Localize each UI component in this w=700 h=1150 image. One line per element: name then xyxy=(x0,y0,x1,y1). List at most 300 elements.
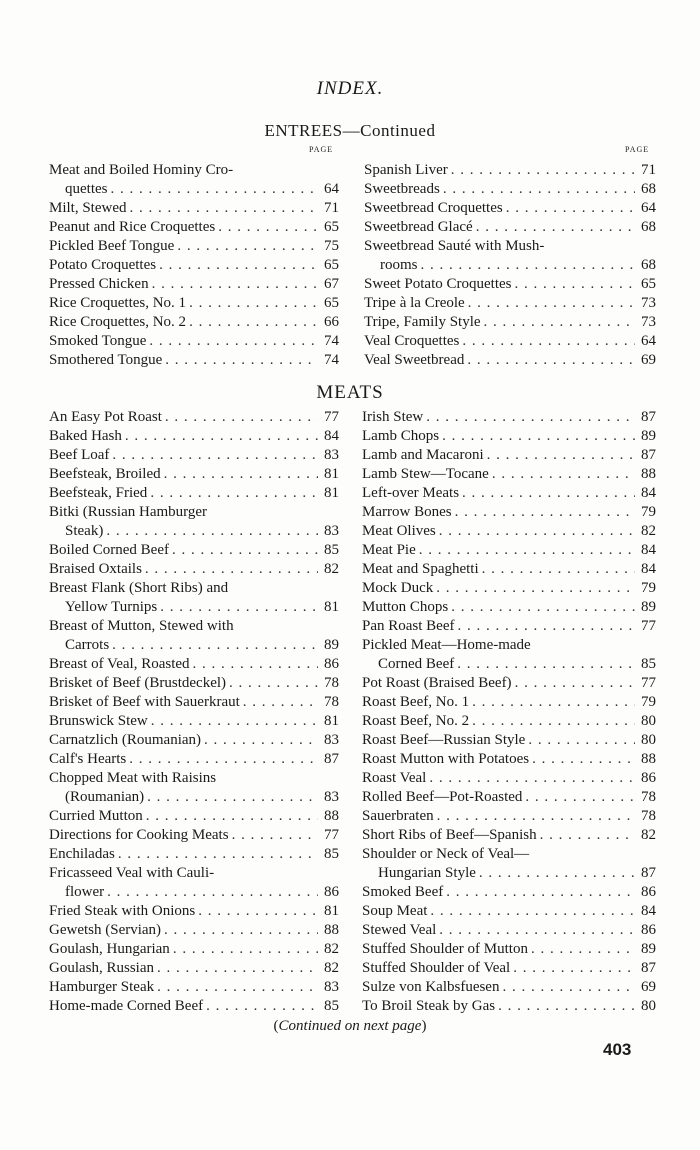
section-heading-meats: MEATS xyxy=(316,382,384,403)
dot-leader xyxy=(446,883,635,902)
entry-page-number: 68 xyxy=(641,181,656,197)
entry-page-number: 85 xyxy=(641,656,656,672)
dot-leader xyxy=(229,674,318,693)
dot-leader xyxy=(531,940,635,959)
entry-text: Rice Croquettes, No. 2 xyxy=(49,314,187,330)
entry-text: Stewed Veal xyxy=(362,922,437,938)
entry-page-number: 84 xyxy=(641,561,656,577)
dot-leader xyxy=(467,351,635,370)
entry-page-number: 71 xyxy=(641,162,656,178)
entry-text: Lamb Chops xyxy=(362,428,440,444)
dot-leader xyxy=(107,883,318,902)
dot-leader xyxy=(193,655,318,674)
entry-text: Stuffed Shoulder of Mutton xyxy=(362,941,528,957)
index-entry xyxy=(362,769,656,788)
dot-leader xyxy=(165,408,318,427)
entry-text: Irish Stew xyxy=(362,409,424,425)
index-entry xyxy=(364,199,656,218)
index-entry xyxy=(49,750,339,769)
index-entry xyxy=(49,902,339,921)
dot-leader xyxy=(442,427,635,446)
dot-leader xyxy=(528,731,635,750)
index-entry xyxy=(362,408,656,427)
entry-page-number: 64 xyxy=(324,181,339,197)
index-entry xyxy=(49,731,339,750)
dot-leader xyxy=(498,997,635,1016)
continued-close-paren: ) xyxy=(421,1018,427,1034)
entry-text: Veal Sweetbread xyxy=(364,352,465,368)
entry-text: An Easy Pot Roast xyxy=(49,409,162,425)
entry-page-number: 83 xyxy=(324,979,339,995)
entry-page-number: 65 xyxy=(324,219,339,235)
dot-leader xyxy=(421,256,636,275)
index-entry xyxy=(49,959,339,978)
entry-text: Sweetbreads xyxy=(364,181,440,197)
entry-text: Roast Beef—Russian Style xyxy=(362,732,526,748)
entry-text: Beefsteak, Fried xyxy=(49,485,148,501)
entry-text: Potato Croquettes xyxy=(49,257,157,273)
continued-note xyxy=(0,1018,700,1035)
entry-text: Rolled Beef—Pot-Roasted xyxy=(362,789,523,805)
entry-text: Pot Roast (Braised Beef) xyxy=(362,675,512,691)
entry-text: Soup Meat xyxy=(362,903,428,919)
index-entry xyxy=(362,503,656,522)
index-entry xyxy=(49,940,339,959)
entry-text: Veal Croquettes xyxy=(364,333,460,349)
index-entry xyxy=(49,199,339,218)
entry-text: Bitki (Russian Hamburger xyxy=(49,504,208,520)
index-entry xyxy=(362,883,656,902)
entry-page-number: 77 xyxy=(641,618,656,634)
dot-leader xyxy=(492,465,635,484)
dot-leader xyxy=(189,294,318,313)
index-entry xyxy=(49,313,339,332)
dot-leader xyxy=(457,655,635,674)
index-entry xyxy=(49,218,339,237)
entry-page-number: 85 xyxy=(324,542,339,558)
entry-page-number: 79 xyxy=(641,580,656,596)
index-entry xyxy=(362,693,656,712)
entry-text: Breast of Veal, Roasted xyxy=(49,656,190,672)
index-entry xyxy=(362,446,656,465)
dot-leader xyxy=(462,332,635,351)
index-entry xyxy=(49,275,339,294)
index-entry xyxy=(49,351,339,370)
dot-leader xyxy=(439,522,635,541)
entry-page-number: 87 xyxy=(641,960,656,976)
entry-page-number: 84 xyxy=(641,485,656,501)
index-entry xyxy=(362,750,656,769)
entry-text: Meat Olives xyxy=(362,523,436,539)
dot-leader xyxy=(130,199,319,218)
dot-leader xyxy=(189,313,318,332)
dot-leader xyxy=(514,275,635,294)
entry-text: Sweetbread Glacé xyxy=(364,219,473,235)
index-entry xyxy=(364,237,656,275)
entry-text: Meat and Boiled Hominy Cro- xyxy=(49,162,234,178)
entry-page-number: 89 xyxy=(641,941,656,957)
entry-text: Sweetbread Croquettes xyxy=(364,200,503,216)
dot-leader xyxy=(472,712,635,731)
dot-leader xyxy=(198,902,318,921)
index-entry xyxy=(49,921,339,940)
entry-page-number: 86 xyxy=(641,770,656,786)
entry-page-number: 82 xyxy=(324,960,339,976)
dot-leader xyxy=(482,560,635,579)
index-entry xyxy=(49,655,339,674)
dot-leader xyxy=(152,275,318,294)
dot-leader xyxy=(472,693,635,712)
dot-leader xyxy=(145,560,318,579)
index-entry xyxy=(362,959,656,978)
entry-text: Corned Beef xyxy=(378,656,455,672)
entry-page-number: 82 xyxy=(641,827,656,843)
entry-text: Beefsteak, Broiled xyxy=(49,466,161,482)
entry-text: Hamburger Steak xyxy=(49,979,155,995)
index-entry xyxy=(362,712,656,731)
entry-page-number: 77 xyxy=(324,827,339,843)
entry-text: Sulze von Kalbsfuesen xyxy=(362,979,500,995)
dot-leader xyxy=(218,218,318,237)
index-entry xyxy=(49,826,339,845)
dot-leader xyxy=(436,579,635,598)
index-entry xyxy=(362,731,656,750)
entry-page-number: 74 xyxy=(324,333,339,349)
dot-leader xyxy=(479,864,635,883)
entry-page-number: 80 xyxy=(641,732,656,748)
entry-text: Steak) xyxy=(65,523,104,539)
index-entry xyxy=(362,541,656,560)
index-entry xyxy=(362,465,656,484)
entry-page-number: 79 xyxy=(641,504,656,520)
entry-text: Goulash, Russian xyxy=(49,960,154,976)
dot-leader xyxy=(164,465,318,484)
index-entry xyxy=(364,313,656,332)
entry-text: Sweetbread Sauté with Mush- xyxy=(364,238,545,254)
entry-page-number: 67 xyxy=(324,276,339,292)
entry-page-number: 86 xyxy=(641,884,656,900)
entry-text: Tripe, Family Style xyxy=(364,314,481,330)
entry-page-number: 86 xyxy=(641,922,656,938)
entry-page-number: 88 xyxy=(641,751,656,767)
index-entry xyxy=(49,332,339,351)
entry-page-number: 78 xyxy=(641,808,656,824)
entry-page-number: 74 xyxy=(324,352,339,368)
entry-page-number: 73 xyxy=(641,295,656,311)
index-entry xyxy=(49,978,339,997)
index-entry xyxy=(364,180,656,199)
entry-text: Meat Pie xyxy=(362,542,416,558)
entry-text: Pan Roast Beef xyxy=(362,618,455,634)
entrees-left-column xyxy=(49,161,339,370)
entry-page-number: 82 xyxy=(324,561,339,577)
dot-leader xyxy=(112,446,318,465)
section-heading-entrees: ENTREES—Continued xyxy=(264,121,436,140)
dot-leader xyxy=(484,313,635,332)
index-entry xyxy=(49,465,339,484)
dot-leader xyxy=(157,959,318,978)
entry-page-number: 83 xyxy=(324,447,339,463)
dot-leader xyxy=(540,826,635,845)
continued-text: Continued on next page xyxy=(278,1018,422,1034)
entry-page-number: 84 xyxy=(324,428,339,444)
entry-text: quettes xyxy=(65,181,108,197)
meats-left-column xyxy=(49,408,339,1016)
index-entry xyxy=(362,617,656,636)
dot-leader xyxy=(118,845,318,864)
entry-text: Directions for Cooking Meats xyxy=(49,827,229,843)
entry-text: Hungarian Style xyxy=(378,865,476,881)
index-entry xyxy=(364,294,656,313)
index-entry xyxy=(49,161,339,199)
entry-page-number: 73 xyxy=(641,314,656,330)
index-entry xyxy=(362,636,656,674)
entry-text: Beef Loaf xyxy=(49,447,110,463)
dot-leader xyxy=(159,256,318,275)
index-entry xyxy=(49,769,339,807)
index-entry xyxy=(362,579,656,598)
dot-leader xyxy=(468,294,635,313)
entry-text: Goulash, Hungarian xyxy=(49,941,170,957)
index-entry xyxy=(49,427,339,446)
entry-text: Shoulder or Neck of Veal— xyxy=(362,846,530,862)
entry-text: Meat and Spaghetti xyxy=(362,561,479,577)
dot-leader xyxy=(476,218,635,237)
entry-page-number: 86 xyxy=(324,884,339,900)
dot-leader xyxy=(419,541,635,560)
entry-text: Short Ribs of Beef—Spanish xyxy=(362,827,537,843)
dot-leader xyxy=(125,427,318,446)
dot-leader xyxy=(439,921,635,940)
dot-leader xyxy=(437,807,635,826)
entry-text: Stuffed Shoulder of Veal xyxy=(362,960,511,976)
dot-leader xyxy=(451,598,635,617)
entry-page-number: 89 xyxy=(324,637,339,653)
dot-leader xyxy=(150,484,318,503)
entry-page-number: 87 xyxy=(641,865,656,881)
entry-text: Mutton Chops xyxy=(362,599,449,615)
entry-text: Spanish Liver xyxy=(364,162,448,178)
index-entry xyxy=(49,408,339,427)
dot-leader xyxy=(129,750,318,769)
entry-page-number: 88 xyxy=(641,466,656,482)
index-entry xyxy=(49,560,339,579)
entry-page-number: 85 xyxy=(324,998,339,1014)
entry-text: Milt, Stewed xyxy=(49,200,127,216)
dot-leader xyxy=(157,978,318,997)
index-entry xyxy=(49,997,339,1016)
entry-text: Chopped Meat with Raisins xyxy=(49,770,217,786)
entry-page-number: 69 xyxy=(641,979,656,995)
index-entry xyxy=(49,845,339,864)
index-entry xyxy=(362,598,656,617)
index-entry xyxy=(362,978,656,997)
dot-leader xyxy=(243,693,318,712)
index-entry xyxy=(49,484,339,503)
dot-leader xyxy=(146,807,318,826)
entry-page-number: 69 xyxy=(641,352,656,368)
entry-page-number: 78 xyxy=(324,694,339,710)
entry-page-number: 83 xyxy=(324,732,339,748)
entry-text: rooms xyxy=(380,257,418,273)
entry-text: Gewetsh (Servian) xyxy=(49,922,162,938)
dot-leader xyxy=(513,959,635,978)
index-entry xyxy=(364,275,656,294)
meats-right-column xyxy=(362,408,656,1016)
dot-leader xyxy=(430,902,635,921)
entry-page-number: 77 xyxy=(324,409,339,425)
entry-text: Lamb and Macaroni xyxy=(362,447,484,463)
dot-leader xyxy=(165,351,318,370)
index-entry xyxy=(364,332,656,351)
entry-text: Fricasseed Veal with Cauli- xyxy=(49,865,215,881)
entry-page-number: 86 xyxy=(324,656,339,672)
dot-leader xyxy=(451,161,635,180)
entry-text: Baked Hash xyxy=(49,428,122,444)
entry-page-number: 78 xyxy=(324,675,339,691)
index-entry xyxy=(362,560,656,579)
entry-page-number: 81 xyxy=(324,599,339,615)
dot-leader xyxy=(457,617,635,636)
entry-text: Smothered Tongue xyxy=(49,352,163,368)
entry-page-number: 87 xyxy=(641,447,656,463)
dot-leader xyxy=(173,940,318,959)
entry-text: Enchiladas xyxy=(49,846,115,862)
index-entry xyxy=(362,484,656,503)
index-entry xyxy=(362,788,656,807)
dot-leader xyxy=(232,826,318,845)
index-entry xyxy=(364,351,656,370)
entry-text: Sauerbraten xyxy=(362,808,434,824)
continued-open-paren: ( xyxy=(273,1018,279,1034)
entry-page-number: 87 xyxy=(641,409,656,425)
entry-text: Curried Mutton xyxy=(49,808,143,824)
entry-page-number: 81 xyxy=(324,466,339,482)
entry-text: Tripe à la Creole xyxy=(364,295,465,311)
dot-leader xyxy=(112,636,318,655)
page-column-label-left: PAGE xyxy=(309,145,334,154)
entrees-right-column xyxy=(364,161,656,370)
index-entry xyxy=(362,940,656,959)
dot-leader xyxy=(455,503,635,522)
index-entry xyxy=(49,864,339,902)
entry-text: Brunswick Stew xyxy=(49,713,148,729)
entry-text: Mock Duck xyxy=(362,580,434,596)
entry-page-number: 84 xyxy=(641,542,656,558)
entry-text: Sweet Potato Croquettes xyxy=(364,276,512,292)
entry-text: Pickled Meat—Home-made xyxy=(362,637,531,653)
index-entry xyxy=(49,541,339,560)
index-entry xyxy=(49,294,339,313)
page-number: 403 xyxy=(603,1040,632,1059)
dot-leader xyxy=(111,180,319,199)
index-entry xyxy=(362,427,656,446)
entry-text: To Broil Steak by Gas xyxy=(362,998,496,1014)
entry-page-number: 84 xyxy=(641,903,656,919)
entry-text: Pressed Chicken xyxy=(49,276,149,292)
entry-text: Calf's Hearts xyxy=(49,751,127,767)
entry-text: Smoked Beef xyxy=(362,884,444,900)
page-column-label-right: PAGE xyxy=(625,145,650,154)
entry-text: Roast Veal xyxy=(362,770,427,786)
entry-page-number: 68 xyxy=(641,257,656,273)
dot-leader xyxy=(177,237,318,256)
entry-page-number: 68 xyxy=(641,219,656,235)
dot-leader xyxy=(426,408,635,427)
dot-leader xyxy=(443,180,635,199)
entry-page-number: 65 xyxy=(324,295,339,311)
entry-text: Rice Croquettes, No. 1 xyxy=(49,295,187,311)
entry-page-number: 65 xyxy=(324,257,339,273)
entry-page-number: 83 xyxy=(324,523,339,539)
dot-leader xyxy=(502,978,635,997)
entry-page-number: 89 xyxy=(641,428,656,444)
entry-text: Left-over Meats xyxy=(362,485,460,501)
index-entry xyxy=(49,256,339,275)
dot-leader xyxy=(525,788,635,807)
dot-leader xyxy=(151,712,318,731)
entry-page-number: 82 xyxy=(641,523,656,539)
entry-text: Roast Beef, No. 1 xyxy=(362,694,470,710)
entry-page-number: 88 xyxy=(324,922,339,938)
entry-text: Yellow Turnips xyxy=(65,599,158,615)
entry-page-number: 81 xyxy=(324,903,339,919)
entry-text: flower xyxy=(65,884,105,900)
entry-text: Fried Steak with Onions xyxy=(49,903,196,919)
dot-leader xyxy=(164,921,318,940)
entry-page-number: 80 xyxy=(641,713,656,729)
entry-page-number: 77 xyxy=(641,675,656,691)
index-entry xyxy=(49,674,339,693)
entry-text: Carrots xyxy=(65,637,110,653)
index-entry xyxy=(364,161,656,180)
dot-leader xyxy=(506,199,635,218)
page-title: INDEX. xyxy=(316,78,384,99)
index-entry xyxy=(49,712,339,731)
index-entry xyxy=(49,617,339,655)
index-entry xyxy=(362,845,656,883)
entry-page-number: 83 xyxy=(324,789,339,805)
entry-page-number: 80 xyxy=(641,998,656,1014)
entry-text: Breast Flank (Short Ribs) and xyxy=(49,580,229,596)
index-entry xyxy=(362,674,656,693)
index-entry xyxy=(49,807,339,826)
entry-text: Boiled Corned Beef xyxy=(49,542,169,558)
index-entry xyxy=(362,522,656,541)
entry-text: Brisket of Beef with Sauerkraut xyxy=(49,694,240,710)
index-entry xyxy=(49,503,339,541)
dot-leader xyxy=(147,788,318,807)
entry-page-number: 82 xyxy=(324,941,339,957)
entry-text: Lamb Stew—Tocane xyxy=(362,466,489,482)
entry-text: Roast Mutton with Potatoes xyxy=(362,751,530,767)
entry-page-number: 81 xyxy=(324,485,339,501)
entry-page-number: 85 xyxy=(324,846,339,862)
index-entry xyxy=(362,997,656,1016)
entry-page-number: 79 xyxy=(641,694,656,710)
index-entry xyxy=(49,693,339,712)
entry-page-number: 64 xyxy=(641,200,656,216)
dot-leader xyxy=(172,541,318,560)
entry-page-number: 87 xyxy=(324,751,339,767)
index-entry xyxy=(364,218,656,237)
index-entry xyxy=(362,902,656,921)
entry-page-number: 71 xyxy=(324,200,339,216)
entry-page-number: 66 xyxy=(324,314,339,330)
dot-leader xyxy=(487,446,635,465)
entry-text: (Roumanian) xyxy=(65,789,145,805)
entry-text: Breast of Mutton, Stewed with xyxy=(49,618,234,634)
